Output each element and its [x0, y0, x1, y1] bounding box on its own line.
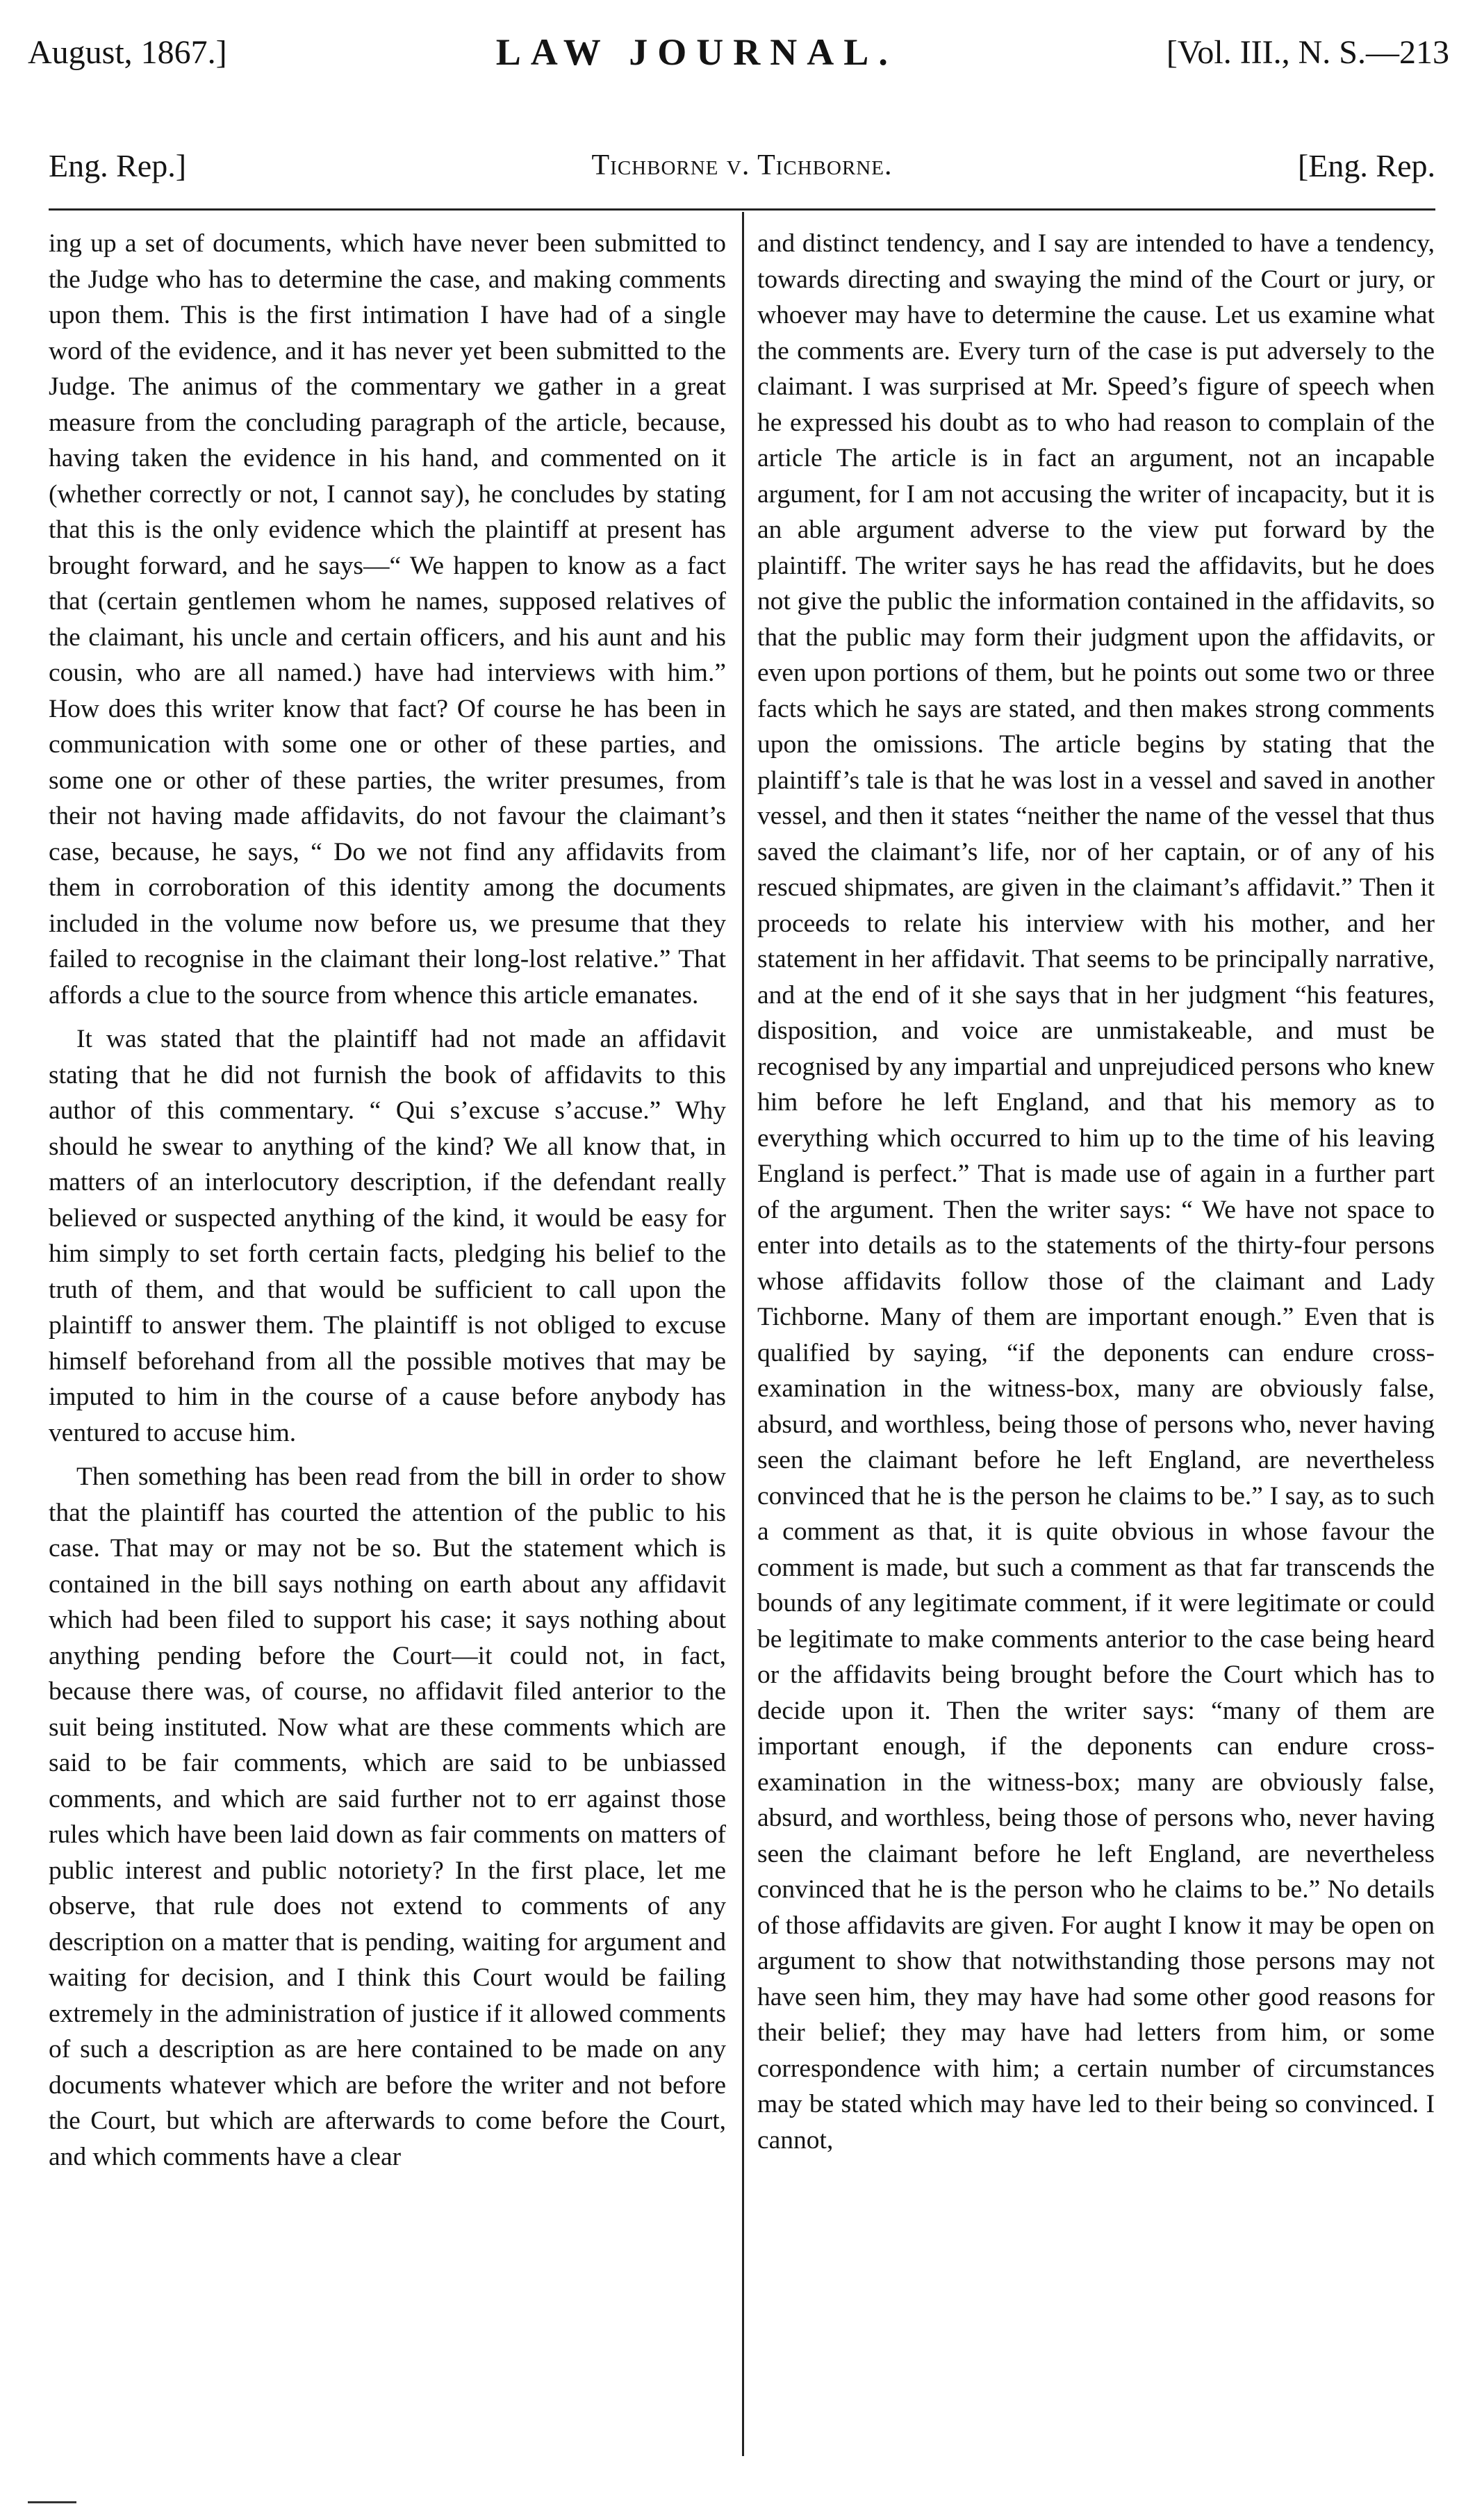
running-header [28, 14, 1449, 90]
volume-page: [Vol. III., N. S.—213 [1166, 33, 1449, 71]
report-label-left: Eng. Rep.] [49, 147, 187, 183]
case-title: Tichborne v. Tichborne. [591, 149, 893, 181]
journal-title: LAW JOURNAL. [495, 31, 898, 73]
paragraph: and distinct tendency, and I say are intended to have a tendency, towards directing and swaying the mind of the Court or jury, or whoever may have to determine the cause. Let us examine what the comments are. Every turn of the case is put adversely to the claimant. I was surprised at Mr. Speed’s figure of speech when he expressed his doubt as to who had reason to complain of the article The article is in fact an argument, not an incapable argument, for I am not accusing the writer of incapacity, but it is an able argument adverse to the view put forward by the plaintiff. The writer says he has read the affidavits, but he does not give the public the information contained in the affidavits, so that the public may form their judgment upon the affidavits, or even upon portions of them, but he points out some two or three facts which he says are stated, and then makes strong comments upon the omissions. The article begins by stating that the plaintiff’s tale is that he was lost in a vessel and saved in another vessel, and then it states “neither the name of the vessel that thus saved the claimant’s life, nor of her captain, or of any of his rescued shipmates, are given in the claimant’s affidavit.” Then it proceeds to relate his interview with his mother, and her statement in her affidavit. That seems to be principally narrative, and at the end of it she says that in her judgment “his features, disposition, and voice are unmistakeable, and must be recognised by any impartial and unprejudiced persons who knew him before he left England, and that his memory as to everything which occurred to him up to the time of his leaving England is perfect.” That is made use of again in a further part of the argument. Then the writer says: “ We have not space to enter into details as to the statements of the thirty-four persons whose affidavits follow those of the claimant and Lady Tichborne. Many of them are important enough.” Even that is qualified by saying, “if the deponents can endure cross-examination in the witness-box, many are obviously false, absurd, and worthless, being those of persons who, never having seen the claimant before he left England, are nevertheless convinced that he is the person he claims to be.” I say, as to such a comment as that, it is quite obvious in whose favour the comment is made, but such a comment as that far transcends the bounds of any legitimate comment, if it were legitimate or could be legitimate to make comments anterior to the case being heard or the affidavits being brought before the Court which has to decide upon it. Then the writer says: “many of them are important enough, if the deponents can endure cross-examination in the witness-box; many are obviously false, absurd, and worthless, being those of persons who, never having seen the claimant before he left England, are nevertheless convinced that he is the person who he claims to be.” No details of those affidavits are given. For aught I know it may be open on argument to show that notwithstanding those persons may not have seen him, they may have had some other good reasons for their belief; they may have had letters from him, or some correspondence with him; a certain number of circumstances may be stated which may have led to their being so convinced. I cannot, [757, 229, 1435, 2155]
case-header [49, 133, 1435, 197]
paragraph: ing up a set of documents, which have never been submitted to the Judge who has to determine the case, and making comments upon them. This is the first intimation I have had of a single word of the evidence, and it has never yet been submitted to the Judge. The animus of the commentary we gather in a great measure from the concluding paragraph of the article, because, having taken the evidence in his hand, and commented on it (whether correctly or not, I cannot say), he concludes by stating that this is the only evidence which the plaintiff at present has brought forward, and he says—“ We happen to know as a fact that (certain gentlemen whom he names, supposed relatives of the claimant, his uncle and certain officers, and his aunt and his cousin, who are all named.) have had interviews with him.” How does this writer know that fact? Of course he has been in communication with some one or other of these parties, and some one or other of these parties, the writer presumes, from their not having made affidavits, do not favour the claimant’s case, because, he says, “ Do we not find any affidavits from them in corroboration of this identity among the documents included in the volume now before us, we presume that they failed to recognise in the claimant their long-lost relative.” That affords a clue to the source from whence this article emanates. [49, 229, 726, 1010]
paragraph: It was stated that the plaintiff had not made an affidavit stating that he did not furnish the book of affidavits to this author of this commentary. “ Qui s’excuse s’accuse.” Why should he swear to anything of the kind? We all know that, in matters of an interlocutory description, if the defendant really believed or suspected anything of the kind, it would be easy for him simply to set forth certain facts, pledging his belief to the truth of them, and that would be sufficient to call upon the plaintiff to answer them. The plaintiff is not obliged to excuse himself beforehand from all the possible motives that may be imputed to him in the course of a cause before anybody has ventured to accuse him. [49, 1025, 726, 1447]
right-column [757, 226, 1435, 2435]
left-column [49, 226, 726, 2435]
report-label-right: [Eng. Rep. [1297, 147, 1435, 183]
issue-date: August, 1867.] [28, 33, 227, 71]
footer-rule [28, 2501, 76, 2503]
column-divider [742, 212, 744, 2456]
header-rule [49, 208, 1435, 211]
paragraph: Then something has been read from the bill in order to show that the plaintiff has courted the attention of the public to his case. That may or may not be so. But the statement which is contained in the bill says nothing on earth about any affidavit which had been filed to support his case; it says nothing about anything pending before the Court—it could not, in fact, because there was, of course, no affidavit filed anterior to the suit being instituted. Now what are these comments which are said to be fair comments, which are said to be unbiassed comments, and which are said further not to err against those rules which have been laid down as fair comments on matters of public interest and public notoriety? In the first place, let me observe, that rule does not extend to comments of any description on a matter that is pending, waiting for argument and waiting for decision, and I think this Court would be failing extremely in the administration of justice if it allowed comments of such a description as are here contained to be made on any documents whatever which are before the writer and not before the Court, but which are afterwards to come before the Court, and which comments have a clear [49, 1463, 726, 2171]
